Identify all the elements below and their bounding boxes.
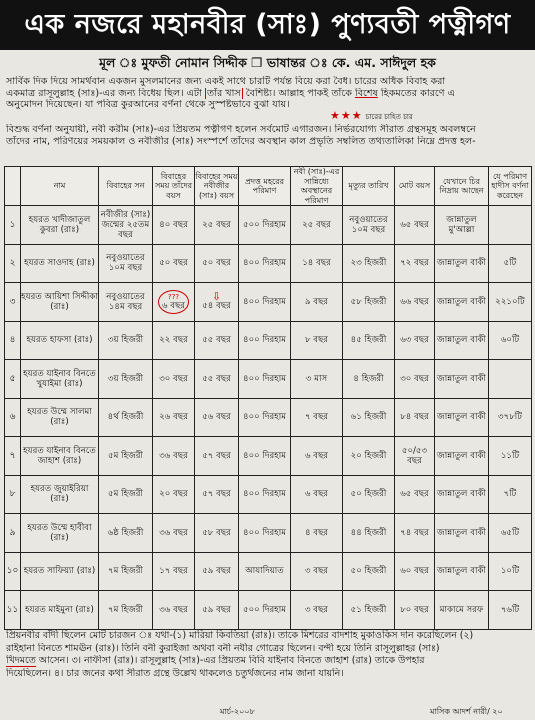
wife-age-cell: ৩৬ বছর	[153, 591, 195, 630]
intro-line: বিশুদ্ধ বর্ণনা অনুযায়ী, নবী করীম (সাঃ)-এর প্রিয়তম পত্নীগণ হলেন সর্বমোট এগারজন। নির্ভরযোগ্য সীরাত গ্রন্থসমূহ অবলম্বনে	[6, 124, 476, 135]
mahr-cell: ৪০০ দিরহাম	[239, 321, 291, 360]
total-age-cell: ৬৫ বছর	[395, 206, 435, 245]
marriage-year-cell: নবুওয়াতের ১০ম বছর	[99, 244, 153, 283]
death-date-cell: ৪ হিজরী	[343, 360, 395, 399]
name-cell: হযরত আয়িশা সিদ্দীকা (রাঃ)	[21, 283, 99, 322]
intro-line: তাঁদের নাম, পরিণয়ের সময়কাল ও নবীজীর (সাঃ) সংস্পর্শে তাঁদের অবস্থান কাল প্রভৃতি সম্বলিত তথ্যতালিকা নিম্নে প্রদত্ত হল-	[6, 135, 476, 147]
column-header	[5, 167, 21, 206]
stay-cell: ৮ বছর	[291, 321, 343, 360]
death-date-cell: ৪৪ হিজরী	[343, 514, 395, 553]
total-age-cell: ৬৬ বছর	[395, 283, 435, 322]
cell-value: ৫৪ বছর	[202, 301, 231, 312]
serial-cell: ১০	[5, 552, 21, 591]
death-date-cell: ৫০ হিজরী	[343, 475, 395, 514]
magazine-page-label: মাসিক আদর্শ নারী/ ২০	[430, 707, 503, 716]
column-header: যে পরিমাণ হাদীস বর্ণনা করেছেন	[489, 167, 532, 206]
underline-mark: খিদমতে	[6, 655, 36, 666]
resting-place-cell: জান্নাতুল বাকী	[435, 244, 489, 283]
column-header: যেখানে চির নিদ্রায় আছেন	[435, 167, 489, 206]
stay-cell: ৭ বছর	[291, 398, 343, 437]
table-row	[5, 244, 532, 283]
serial-cell: ১	[5, 206, 21, 245]
table-row	[5, 437, 532, 476]
cell-value: ৬ বছর	[161, 300, 186, 311]
marriage-year-cell: ৭ম হিজরী	[99, 552, 153, 591]
marriage-year-cell: নবুওয়াতের ১৪ম বছর	[99, 283, 153, 322]
wife-age-cell: ২৬ বছর	[153, 398, 195, 437]
issue-date: মার্চ-২০০৮	[220, 707, 255, 716]
arrow-down-icon: ⇩	[211, 290, 222, 304]
stay-cell: ৩ বছর	[291, 591, 343, 630]
name-cell: হযরত উম্মে সালমা (রাঃ)	[21, 398, 99, 437]
serial-cell: ৩	[5, 283, 21, 322]
prophet-age-cell: ৫৬ বছর	[195, 398, 239, 437]
name-cell: হযরত মাইমুনা (রাঃ)	[21, 591, 99, 630]
wife-age-cell: ২০ বছর	[153, 475, 195, 514]
footer-line	[6, 655, 529, 668]
stay-cell: ১৪ বছর	[291, 244, 343, 283]
prophet-age-cell: ৫০ বছর	[195, 244, 239, 283]
death-date-cell: ২৩ হিজরী	[343, 244, 395, 283]
stay-cell: ৩ বছর	[291, 552, 343, 591]
table-row	[5, 591, 532, 630]
death-date-cell: ৫০ হিজরী	[343, 552, 395, 591]
stars-icon: ★★★	[330, 109, 363, 122]
resting-place-cell: জান্নাতুল বাকী	[435, 321, 489, 360]
total-age-cell: ৬৩ বছর	[395, 321, 435, 360]
mahr-cell: ৪০০ দিরহাম	[239, 244, 291, 283]
intro-line	[6, 88, 529, 100]
mahr-cell: ৫০০ দিরহাম	[239, 591, 291, 630]
marriage-year-cell: ৩য় হিজরী	[99, 321, 153, 360]
marriage-year-cell: ৬ষ্ঠ হিজরী	[99, 514, 153, 553]
intro-text: একমাত্র রাসূলুল্লাহ (সাঃ)-এর জন্য বিধেয় ছিল। এটা	[6, 87, 205, 99]
wives-table	[4, 166, 532, 630]
marriage-year-cell: ৭ম হিজরী	[99, 591, 153, 630]
name-cell: হযরত সাওদাহ (রাঃ)	[21, 244, 99, 283]
mahr-cell: ৪০০ দিরহাম	[239, 360, 291, 399]
prophet-age-cell: ৫৯ বছর	[195, 552, 239, 591]
table-row	[5, 360, 532, 399]
mahr-cell: ৪০০ দিরহাম	[239, 437, 291, 476]
resting-place-cell: জান্নাতুল মু'আল্লা	[435, 206, 489, 245]
byline: মূল ঃ মুফতী নোমান সিদ্দীক ❒ ভাষান্তর ঃ কে. এম. সাঈদুল হক	[99, 55, 436, 70]
wife-age-cell: ২২ বছর	[153, 321, 195, 360]
wife-age-cell: ৪০ বছর	[153, 206, 195, 245]
prophet-age-cell: ৫৭ বছর	[195, 437, 239, 476]
question-mark-annotation: ???	[167, 292, 180, 301]
hadith-count-cell: ২২১০টি	[489, 283, 532, 322]
mahr-cell: ৪০০ দিরহাম	[239, 283, 291, 322]
stay-cell: ৬ বছর	[291, 475, 343, 514]
table-row	[5, 321, 532, 360]
resting-place-cell: জান্নাতুল বাকী	[435, 283, 489, 322]
stay-cell: ৩ মাস	[291, 360, 343, 399]
total-age-cell: ৮০ বছর	[395, 591, 435, 630]
column-header: নবী (সাঃ)-এর সান্নিধ্যে অবস্থানের পরিমাণ	[291, 167, 343, 206]
resting-place-cell: জান্নাতুল বাকী	[435, 514, 489, 553]
resting-place-cell: জান্নাতুল বাকী	[435, 475, 489, 514]
death-date-cell: ৫১ হিজরী	[343, 591, 395, 630]
total-age-cell: ৫০/৫৩ বছর	[395, 437, 435, 476]
underline-mark: বিশেষ	[354, 87, 378, 99]
death-date-cell: ২০ হিজরী	[343, 437, 395, 476]
serial-cell: ২	[5, 244, 21, 283]
death-date-cell: ৬১ হিজরী	[343, 398, 395, 437]
hadith-count-cell: ৭টি	[489, 475, 532, 514]
wife-age-cell: ৫০ বছর	[153, 244, 195, 283]
serial-cell: ৪	[5, 321, 21, 360]
intro-line: অনুমোদন দিয়েছেন। যা পবিত্র কুরআনের বর্ণনা থেকে সুস্পষ্টভাবে বুঝা যায়।	[6, 99, 290, 111]
column-header: বিবাহের সন	[99, 167, 153, 206]
prophet-age-cell: ৫৮ বছর	[195, 514, 239, 553]
table-row	[5, 552, 532, 591]
marriage-year-cell: নবীজীর (সাঃ) জন্মের ২৫তম বছর	[99, 206, 153, 245]
total-age-cell: ৬০ বছর	[395, 552, 435, 591]
column-header: বিবাহের সময় তাঁদের বয়স	[153, 167, 195, 206]
marriage-year-cell: ৫ম হিজরী	[99, 475, 153, 514]
stay-cell: ৯ বছর	[291, 283, 343, 322]
resting-place-cell: জান্নাতুল বাকী	[435, 398, 489, 437]
prophet-age-cell	[195, 283, 239, 322]
hadith-count-cell: ৭৬টি	[489, 591, 532, 630]
name-cell: হযরত যাইনাব বিনতে জাহাশ (রাঃ)	[21, 437, 99, 476]
resting-place-cell: মাকামে সরফ	[435, 591, 489, 630]
serial-cell: ৭	[5, 437, 21, 476]
table-row	[5, 514, 532, 553]
name-cell: হযরত যাইনাব বিনতে খুযাইমা (রাঃ)	[21, 360, 99, 399]
wife-age-cell: ৩৬ বছর	[153, 437, 195, 476]
footer-line: প্রিয়নবীর বাঁদী ছিলেন মোট চারজন ঃ যথা-(১) মারিয়া কিবতিয়া (রাঃ)। তাকে মিশরের বাদশাহ মুকাওকিস দান করেছিলেন (২)	[6, 630, 474, 641]
marriage-year-cell: ৪র্থ হিজরী	[99, 398, 153, 437]
total-age-cell: ৬৫ বছর	[395, 475, 435, 514]
hadith-count-cell: ৬৫টি	[489, 514, 532, 553]
mahr-cell: আযাদিয়াত	[239, 552, 291, 591]
table-body	[5, 206, 532, 630]
highlight-mark: তাঁর খাস	[206, 87, 241, 99]
mahr-cell: ৪০০ দিরহাম	[239, 398, 291, 437]
red-circle-mark	[158, 290, 189, 314]
wife-age-cell: ৩৬ বছর	[153, 514, 195, 553]
table-row	[5, 206, 532, 245]
serial-cell: ৯	[5, 514, 21, 553]
death-date-cell: নবুওয়াতের ১০ম বছর	[343, 206, 395, 245]
name-cell: হযরত সাফিয়্যা (রাঃ)	[21, 552, 99, 591]
stay-cell: ৪ বছর	[291, 514, 343, 553]
name-cell: হযরত হাফসা (রাঃ)	[21, 321, 99, 360]
table-row	[5, 398, 532, 437]
page-title: এক নজরে মহানবীর (সাঃ) পুণ্যবতী পত্নীগণ	[0, 0, 535, 50]
column-header: মৃত্যুর তারিখ	[343, 167, 395, 206]
table-row	[5, 475, 532, 514]
death-date-cell: ৪৫ হিজরী	[343, 321, 395, 360]
wife-age-cell	[153, 283, 195, 322]
table-row	[5, 283, 532, 322]
hadith-count-cell: ৩৭৮টি	[489, 398, 532, 437]
marriage-year-cell: ৫ম হিজরী	[99, 437, 153, 476]
resting-place-cell: জান্নাতুল বাকী	[435, 360, 489, 399]
serial-cell: ৬	[5, 398, 21, 437]
wife-age-cell: ১৭ বছর	[153, 552, 195, 591]
mahr-cell: ৪০০ দিরহাম	[239, 514, 291, 553]
stars-annotation	[330, 109, 413, 123]
total-age-cell: ৮৪ বছর	[395, 398, 435, 437]
resting-place-cell: জান্নাতুল বাকী	[435, 437, 489, 476]
serial-cell: ৫	[5, 360, 21, 399]
name-cell: হযরত উম্মে হাবীবা (রাঃ)	[21, 514, 99, 553]
intro-paragraph	[6, 76, 529, 111]
column-header: মোট বয়স	[395, 167, 435, 206]
stay-cell: ৬ বছর	[291, 437, 343, 476]
marriage-year-cell: ৩য় হিজরী	[99, 360, 153, 399]
column-header: প্রদত্ত মহরের পরিমাণ	[239, 167, 291, 206]
serial-cell: ১১	[5, 591, 21, 630]
table-header-row	[5, 167, 532, 206]
intro-text: হিকমতের কারণে এ	[377, 87, 455, 99]
intro-paragraph-2	[6, 124, 529, 147]
column-header: নাম	[21, 167, 99, 206]
hadith-count-cell	[489, 206, 532, 245]
prophet-age-cell: ৫৭ বছর	[195, 475, 239, 514]
total-age-cell: ৭৪ বছর	[395, 514, 435, 553]
name-cell: হযরত জুয়াইরিয়া (রাঃ)	[21, 475, 99, 514]
footer-line: দিয়েছিলেন। ৪। চার জনের কথা সীরাত গ্রন্থে উল্লেখ থাকলেও চতুর্থজনের নাম জানা যায়নি।	[6, 667, 344, 679]
hadith-count-cell: ১০টি	[489, 552, 532, 591]
hadith-count-cell: ৬০টি	[489, 321, 532, 360]
total-age-cell: ৭২ বছর	[395, 244, 435, 283]
prophet-age-cell: ৫৫ বছর	[195, 321, 239, 360]
prophet-age-cell: ২৫ বছর	[195, 206, 239, 245]
resting-place-cell: জান্নাতুল বাকী	[435, 552, 489, 591]
page-footer	[0, 704, 535, 720]
footer-line: রাইহানা বিনতে শামঊন (রাঃ)। তিনি বনী কুরাইজা অথবা বনী নযীর গোত্রের ছিলেন। বন্দী হয়ে তিনি রাসূলুল্লাহর (সাঃ)	[6, 642, 440, 654]
prophet-age-cell: ৫৯ বছর	[195, 591, 239, 630]
mahr-cell: ৫০০ দিরহাম	[239, 206, 291, 245]
wife-age-cell: ৩০ বছর	[153, 360, 195, 399]
stars-caption: চারের চাহিত চার	[365, 113, 413, 121]
intro-line: সার্বিক দিক দিয়ে সামর্থবান একজন মুসলমানের জন্য একই সাথে চারটি পর্যন্ত বিয়ে করা বৈধ। চারের অধিক বিবাহ করা	[6, 76, 446, 87]
serial-cell: ৮	[5, 475, 21, 514]
mahr-cell: ৪০০ দিরহাম	[239, 475, 291, 514]
name-cell: হযরত খাদীজাতুল কুবরা (রাঃ)	[21, 206, 99, 245]
hadith-count-cell	[489, 360, 532, 399]
footer-note	[6, 630, 529, 680]
stay-cell: ২৫ বছর	[291, 206, 343, 245]
total-age-cell: ৩০ বছর	[395, 360, 435, 399]
column-header: বিবাহের সময় নবীজীর (সাঃ) বয়স	[195, 167, 239, 206]
intro-text: বৈশিষ্ট্য। আল্লাহ পাকই তাঁকে	[242, 87, 355, 99]
prophet-age-cell: ৫৫ বছর	[195, 360, 239, 399]
death-date-cell: ৫৮ হিজরী	[343, 283, 395, 322]
hadith-count-cell: ৫টি	[489, 244, 532, 283]
footer-text: আসেন। ৩। নাফীসা (রাঃ)। রাসূলুল্লাহ (সাঃ)-এর প্রিয়তম বিবি যাইনাব বিনতে জাহাশ (রাঃ) তাকে উপহার	[35, 655, 425, 666]
hadith-count-cell: ১১টি	[489, 437, 532, 476]
